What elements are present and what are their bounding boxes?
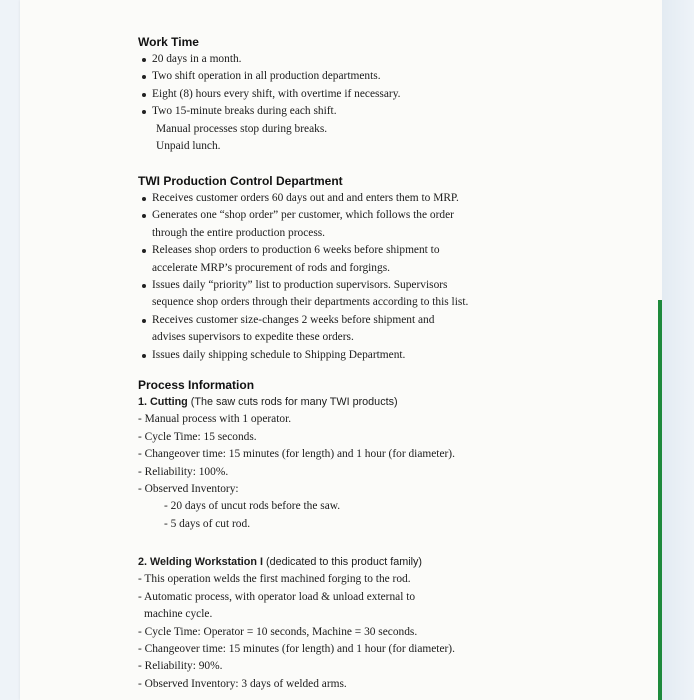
list-item: - Automatic process, with operator load & unload external to <box>138 590 416 603</box>
list-item: - This operation welds the first machined forging to the rod. <box>138 573 411 586</box>
list-item-continuation: sequence shop orders through their departments according to this list. <box>152 296 469 309</box>
list-item-continuation: through the entire production process. <box>152 226 326 239</box>
list-item: - Observed Inventory: <box>138 483 239 496</box>
production-control-heading: TWI Production Control Department <box>138 174 343 188</box>
welding-section <box>138 554 455 693</box>
list-item: - 5 days of cut rod. <box>164 517 251 530</box>
list-item: Receives customer orders 60 days out and and enters them to MRP. <box>142 190 468 207</box>
work-time-heading: Work Time <box>138 35 199 49</box>
list-item: - Changeover time: 15 minutes (for length) and 1 hour (for diameter). <box>138 643 455 656</box>
list-item: Two 15-minute breaks during each shift. <box>142 103 401 120</box>
list-note: Manual processes stop during breaks. <box>156 122 328 135</box>
list-item: Eight (8) hours every shift, with overtime if necessary. <box>142 86 401 103</box>
cutting-title: 1. Cutting <box>138 396 188 408</box>
process-info-section <box>138 377 455 533</box>
list-item: Generates one “shop order” per customer, which follows the order <box>142 207 468 224</box>
production-control-section <box>138 173 468 364</box>
cutting-subtitle: (The saw cuts rods for many TWI products) <box>187 396 398 408</box>
list-item: Receives customer size-changes 2 weeks before shipment and <box>142 312 468 329</box>
list-item: - 20 days of uncut rods before the saw. <box>164 500 341 513</box>
list-item: - Cycle Time: 15 seconds. <box>138 430 257 443</box>
list-item-continuation: advises supervisors to expedite these orders. <box>152 331 354 344</box>
list-item: - Changeover time: 15 minutes (for length) and 1 hour (for diameter). <box>138 448 455 461</box>
welding-title: 2. Welding Workstation I <box>138 556 263 568</box>
list-item: Two shift operation in all production departments. <box>142 68 401 85</box>
page-shadow <box>662 0 694 700</box>
list-item: Releases shop orders to production 6 weeks before shipment to <box>142 242 468 259</box>
list-item: 20 days in a month. <box>142 51 401 68</box>
cutting-heading <box>138 394 455 411</box>
list-item-continuation: accelerate MRP’s procurement of rods and forgings. <box>152 261 390 274</box>
list-item: - Observed Inventory: 3 days of welded arms. <box>138 677 347 690</box>
list-item: - Reliability: 90%. <box>138 660 223 673</box>
list-item: Issues daily “priority” list to production supervisors. Supervisors <box>142 277 468 294</box>
list-item: - Manual process with 1 operator. <box>138 413 292 426</box>
work-time-section <box>138 34 401 155</box>
process-info-heading: Process Information <box>138 378 255 392</box>
welding-heading <box>138 554 455 571</box>
list-item: - Cycle Time: Operator = 10 seconds, Machine = 30 seconds. <box>138 625 418 638</box>
list-item: Issues daily shipping schedule to Shipping Department. <box>142 347 468 364</box>
welding-subtitle: (dedicated to this product family) <box>262 556 423 568</box>
list-item: - Reliability: 100%. <box>138 465 229 478</box>
list-item-continuation: machine cycle. <box>144 608 213 621</box>
list-note: Unpaid lunch. <box>156 140 221 153</box>
